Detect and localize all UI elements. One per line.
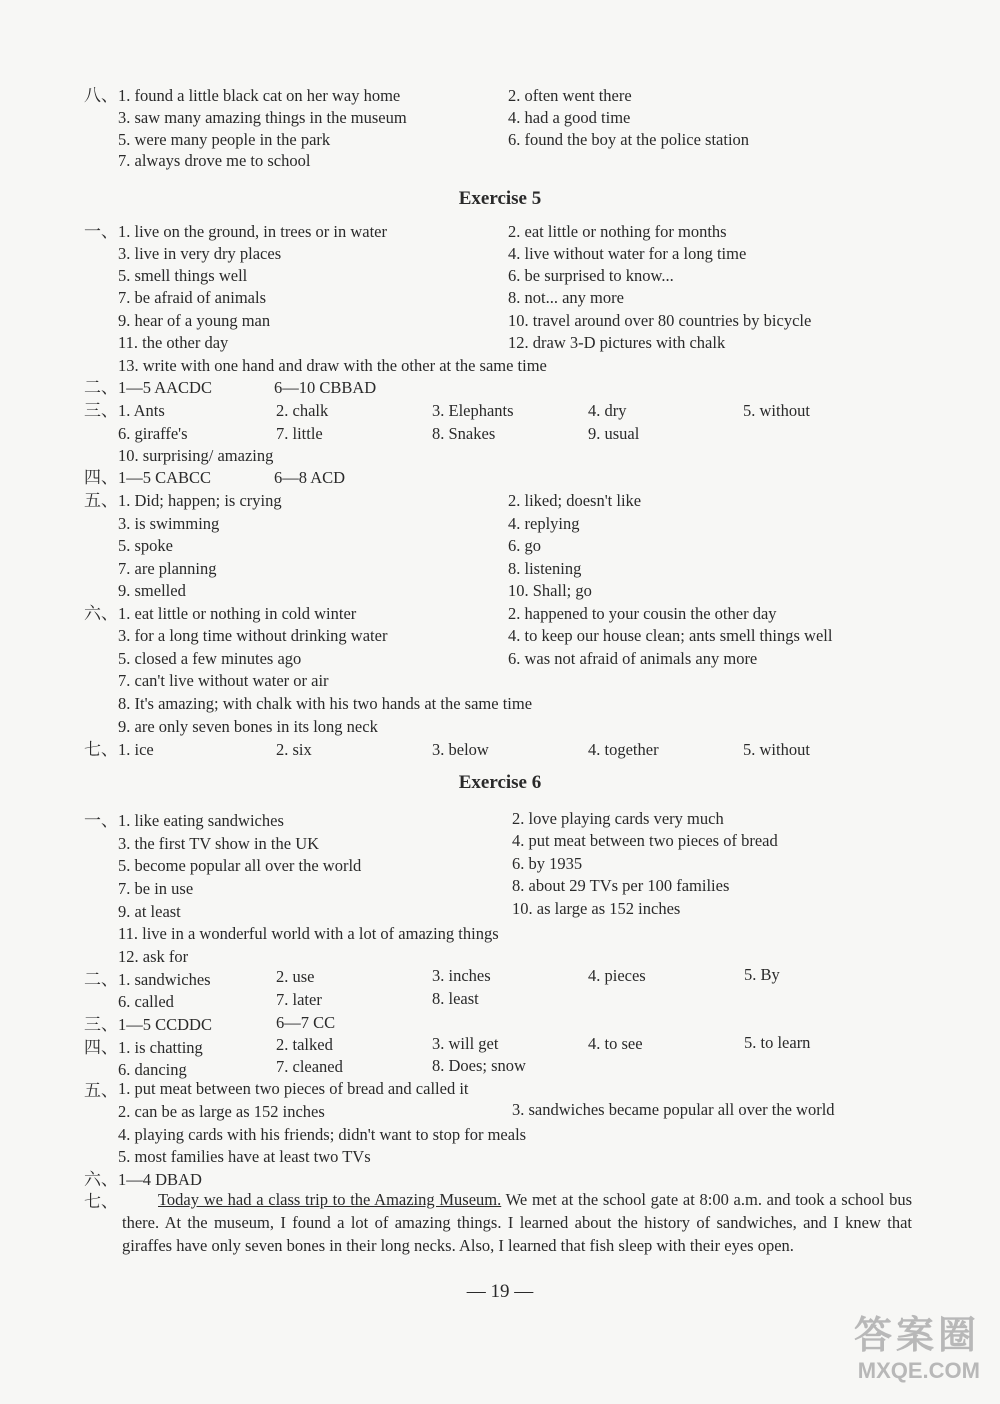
exercise-title: Exercise 5 <box>458 188 542 209</box>
answer-line: 12. ask for <box>118 947 189 966</box>
section-number: 七、 <box>84 1192 118 1211</box>
answer-line: 3. sandwiches became popular all over the world <box>512 1100 835 1119</box>
section-number: 二、 <box>84 970 118 989</box>
answer-line: 6—8 ACD <box>274 468 346 487</box>
answer-line: 1—4 DBAD <box>118 1170 202 1189</box>
section-number: 八、 <box>84 86 118 105</box>
answer-line: 7. cleaned <box>276 1057 343 1076</box>
answer-line: 9. smelled <box>118 581 186 600</box>
section-number: 五、 <box>84 1081 118 1100</box>
answer-line: 12. draw 3-D pictures with chalk <box>508 333 726 352</box>
answer-line: 8. least <box>432 989 479 1008</box>
answer-line: 10. Shall; go <box>508 581 592 600</box>
answer-line: 9. are only seven bones in its long neck <box>118 717 378 736</box>
answer-line: 2. talked <box>276 1035 333 1054</box>
answer-line: 7. later <box>276 990 322 1009</box>
answer-line: 6. was not afraid of animals any more <box>508 649 758 668</box>
answer-line: 3. below <box>432 740 489 759</box>
answer-line: 4. together <box>588 740 659 759</box>
answer-line: 2. six <box>276 740 312 759</box>
answer-line: 1. Ants <box>118 401 165 420</box>
answer-line: 4. playing cards with his friends; didn't want to stop for meals <box>118 1125 527 1144</box>
answer-line: 4. had a good time <box>508 108 631 127</box>
paragraph-text: We met at the school gate at 8:00 a.m. and took a school bus there. At the museum, I found a lot of amazing things. I learned about the history of sandwiches, and I knew that giraffes have only seven bones in their long necks. Also, I learned that fish sleep with their eyes open. <box>122 1190 912 1255</box>
answer-line: 10. travel around over 80 countries by bicycle <box>508 311 812 330</box>
answer-line: 1—5 CABCC <box>118 468 212 487</box>
answer-line: 6. dancing <box>118 1060 187 1079</box>
answer-line: 6. found the boy at the police station <box>508 130 750 149</box>
answer-line: 4. pieces <box>588 966 646 985</box>
answer-line: 10. as large as 152 inches <box>512 899 681 918</box>
answer-line: 1. like eating sandwiches <box>118 811 284 830</box>
answer-line: 1. is chatting <box>118 1038 203 1057</box>
answer-line: 5. smell things well <box>118 266 248 285</box>
answer-line: 3. saw many amazing things in the museum <box>118 108 407 127</box>
answer-line: 2. liked; doesn't like <box>508 491 642 510</box>
answer-line: 8. Does; snow <box>432 1056 526 1075</box>
section-number: 六、 <box>84 1170 118 1189</box>
answer-line: 2. love playing cards very much <box>512 809 724 828</box>
answer-line: 5. without <box>743 401 810 420</box>
answer-line: 1—5 CCDDC <box>118 1015 212 1034</box>
section-number: 一、 <box>84 811 118 830</box>
answer-line: 8. It's amazing; with chalk with his two hands at the same time <box>118 694 533 713</box>
answer-line: 8. listening <box>508 559 582 578</box>
section-number: 三、 <box>84 401 118 420</box>
answer-line: 5. spoke <box>118 536 173 555</box>
answer-line: 6—7 CC <box>276 1013 336 1032</box>
section-number: 一、 <box>84 222 118 241</box>
answer-line: 11. live in a wonderful world with a lot of amazing things <box>118 924 499 943</box>
section-number: 四、 <box>84 1038 118 1057</box>
answer-line: 3. will get <box>432 1034 499 1053</box>
answer-line: 4. put meat between two pieces of bread <box>512 831 778 850</box>
underlined-sentence: Today we had a class trip to the Amazing Museum. <box>158 1190 502 1209</box>
answer-line: 9. usual <box>588 424 640 443</box>
answer-line: 1—5 AACDC <box>118 378 212 397</box>
writing-paragraph <box>122 1188 912 1257</box>
answer-line: 1. ice <box>118 740 154 759</box>
answer-line: 4. to keep our house clean; ants smell things well <box>508 626 833 645</box>
answer-line: 6. go <box>508 536 541 555</box>
answer-line: 5. without <box>743 740 810 759</box>
answer-line: 6. giraffe's <box>118 424 188 443</box>
page-number: — 19 — <box>466 1281 534 1302</box>
section-number: 五、 <box>84 491 118 510</box>
answer-line: 3. Elephants <box>432 401 514 420</box>
section-number: 四、 <box>84 468 118 487</box>
answer-line: 3. inches <box>432 966 491 985</box>
answer-line: 9. hear of a young man <box>118 311 271 330</box>
answer-line: 2. often went there <box>508 86 632 105</box>
answer-line: 7. can't live without water or air <box>118 671 329 690</box>
answer-line: 1. found a little black cat on her way home <box>118 86 401 105</box>
answer-line: 5. closed a few minutes ago <box>118 649 302 668</box>
answer-line: 7. are planning <box>118 559 217 578</box>
answer-line: 13. write with one hand and draw with the other at the same time <box>118 356 547 375</box>
answer-line: 2. eat little or nothing for months <box>508 222 727 241</box>
answer-line: 1. put meat between two pieces of bread and called it <box>118 1079 469 1098</box>
answer-line: 7. be afraid of animals <box>118 288 266 307</box>
section-number: 七、 <box>84 740 118 759</box>
answer-line: 5. to learn <box>744 1033 811 1052</box>
answer-line: 6. called <box>118 992 174 1011</box>
section-number: 二、 <box>84 378 118 397</box>
answer-line: 4. replying <box>508 514 580 533</box>
answer-line: 2. use <box>276 967 315 986</box>
answer-line: 2. happened to your cousin the other day <box>508 604 777 623</box>
answer-line: 7. little <box>276 424 323 443</box>
answer-line: 7. be in use <box>118 879 194 898</box>
answer-line: 9. at least <box>118 902 181 921</box>
watermark-logo: 答案圈 MXQE.COM <box>853 1315 980 1383</box>
answer-line: 8. about 29 TVs per 100 families <box>512 876 730 895</box>
answer-line: 4. dry <box>588 401 627 420</box>
answer-line: 6. by 1935 <box>512 854 583 873</box>
answer-line: 1. eat little or nothing in cold winter <box>118 604 357 623</box>
answer-line: 6—10 CBBAD <box>274 378 377 397</box>
answer-line: 1. sandwiches <box>118 970 211 989</box>
answer-line: 5. were many people in the park <box>118 130 331 149</box>
answer-line: 4. live without water for a long time <box>508 244 747 263</box>
answer-line: 3. is swimming <box>118 514 220 533</box>
answer-line: 5. most families have at least two TVs <box>118 1147 371 1166</box>
answer-line: 2. chalk <box>276 401 329 420</box>
section-number: 三、 <box>84 1015 118 1034</box>
answer-line: 3. the first TV show in the UK <box>118 834 320 853</box>
answer-line: 8. not... any more <box>508 288 624 307</box>
answer-line: 10. surprising/ amazing <box>118 446 274 465</box>
answer-line: 1. Did; happen; is crying <box>118 491 282 510</box>
answer-line: 11. the other day <box>118 333 229 352</box>
answer-line: 7. always drove me to school <box>118 151 311 170</box>
answer-line: 4. to see <box>588 1034 643 1053</box>
answer-line: 3. live in very dry places <box>118 244 282 263</box>
exercise-title: Exercise 6 <box>458 772 542 793</box>
answer-line: 5. By <box>744 965 780 984</box>
answer-line: 3. for a long time without drinking water <box>118 626 388 645</box>
answer-line: 8. Snakes <box>432 424 496 443</box>
section-number: 六、 <box>84 604 118 623</box>
answer-line: 5. become popular all over the world <box>118 856 362 875</box>
answer-line: 2. can be as large as 152 inches <box>118 1102 325 1121</box>
answer-line: 6. be surprised to know... <box>508 266 674 285</box>
answer-line: 1. live on the ground, in trees or in water <box>118 222 387 241</box>
